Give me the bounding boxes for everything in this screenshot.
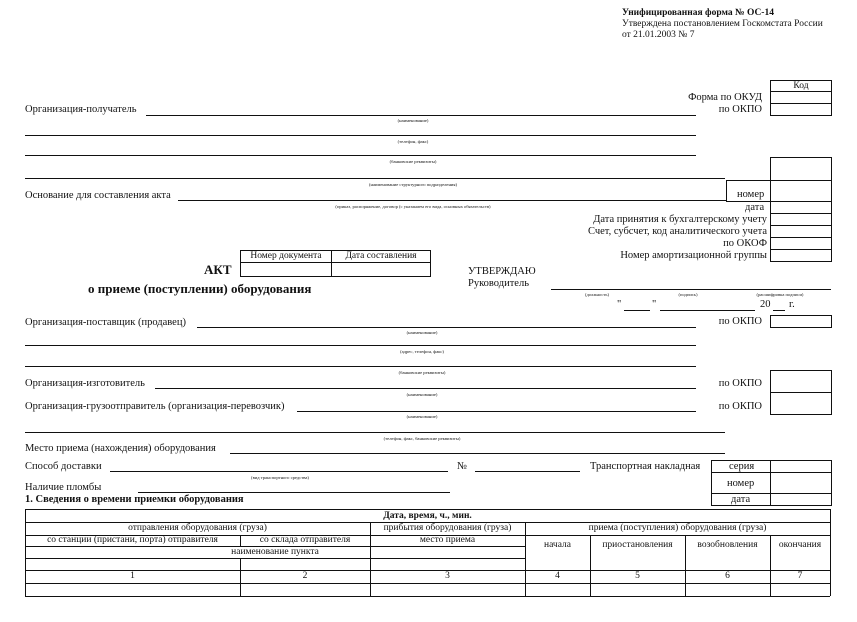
waybill-label: Транспортная накладная [590,461,701,472]
time-table-data-row[interactable] [26,584,829,595]
acceptance-date-label: Дата принятия к бухгалтерскому учету [593,214,767,225]
recipient-name-line[interactable] [146,115,696,116]
col-number-1: 1 [130,571,135,581]
recipient-phone-line[interactable] [25,135,696,136]
approve-label: УТВЕРЖДАЮ [468,266,536,277]
point-name-header: наименование пункта [231,547,319,557]
basis-label: Основание для составления акта [25,190,171,201]
supplier-address-hint: (адрес, телефон, факс) [400,349,444,354]
vehicle-hint: (вид транспортного средства) [251,475,309,480]
approved-line: Утверждена постановлением Госкомстата России [622,19,823,29]
shipper-contacts-line[interactable] [25,432,725,433]
col-number-2: 2 [302,571,308,581]
supplier-bank-line[interactable] [25,366,696,367]
end-header: окончания [778,540,822,550]
col-number-6: 6 [725,571,730,581]
supplier-okpo-label: по ОКПО [718,316,762,327]
dispatch-header: отправления оборудования (груза) [128,523,267,533]
act-title: АКТ [204,262,232,277]
code-header-label: Код [793,81,809,91]
from-warehouse-header: со склада отправителя [259,535,351,545]
basis-number-field[interactable] [770,180,832,202]
recipient-bank-line[interactable] [25,155,696,156]
supplier-name-hint: (наименование) [406,330,438,335]
place-line[interactable] [230,453,725,454]
waybill-date-label: дата [731,494,751,505]
place-label: Место приема (нахождения) оборудования [25,443,216,454]
doc-date-field[interactable] [331,262,431,277]
from-station-header: со станции (пристани, порта) отправителя [47,535,218,545]
basis-number-label: номер [737,189,765,200]
doc-number-header: Номер документа [250,251,322,261]
shipper-contacts-hint: (телефон, факс, банковские реквизиты) [383,436,461,441]
basis-hint: (приказ, распоряжение, договор (с указанием его вида, основных обязательств) [335,204,491,209]
division-hint: (наименование структурного подразделения) [368,182,458,187]
manufacturer-okpo-label: по ОКПО [718,378,762,389]
col-number-4: 4 [555,571,560,581]
supplier-name-line[interactable] [197,327,696,328]
recipient-bank-hint: (банковские реквизиты) [389,159,437,164]
decode-hint: (расшифровка подписи) [756,292,804,297]
resume-header: возобновления [697,540,758,550]
head-signature-line[interactable] [551,289,831,290]
seal-line[interactable] [138,492,450,493]
arrival-header: прибытия оборудования (груза) [383,523,512,533]
series-label: серия [729,461,755,472]
doc-number-field[interactable] [240,262,332,277]
method-label: Способ доставки [25,461,102,472]
approve-year-field[interactable] [773,310,785,311]
okpo-label: по ОКПО [718,104,762,115]
recipient-phone-hint: (телефон, факс) [397,139,429,144]
approval-date-line: от 21.01.2003 № 7 [622,30,695,40]
position-hint: (должность) [584,292,610,297]
waybill-number-label: номер [727,478,755,489]
division-code-field[interactable] [770,157,832,181]
waybill-number-field[interactable] [770,472,832,494]
basis-line[interactable] [178,200,726,201]
shipper-okpo-field[interactable] [770,392,832,415]
shipper-name-hint: (наименование) [406,414,438,419]
shipper-okpo-label: по ОКПО [718,401,762,412]
supplier-address-line[interactable] [25,345,696,346]
amort-group-field[interactable] [770,249,832,262]
okpo-code-field[interactable] [770,103,832,116]
account-label: Счет, субсчет, код аналитического учета [587,226,767,237]
place-accept-header: место приема [419,535,476,545]
seal-label: Наличие пломбы [25,482,102,493]
vehicle-number-line[interactable] [475,471,580,472]
form-title: Унифицированная форма № ОС-14 [622,8,774,18]
section1-title: 1. Сведения о времени приемки оборудования [25,494,244,505]
number-sign: № [457,461,468,472]
supplier-label: Организация-поставщик (продавец) [25,317,186,328]
shipper-name-line[interactable] [297,411,696,412]
recipient-name-hint: (наименование) [397,118,429,123]
manufacturer-okpo-field[interactable] [770,370,832,393]
year-suffix: г. [789,299,795,310]
col-number-7: 7 [797,571,803,581]
pause-header: приостановления [602,540,673,550]
approve-day-field[interactable] [624,310,650,311]
start-header: начала [544,540,571,550]
method-line[interactable] [110,471,448,472]
okud-label: Форма по ОКУД [688,92,762,103]
manufacturer-label: Организация-изготовитель [25,378,145,389]
col-number-3: 3 [445,571,450,581]
head-label: Руководитель [468,278,529,289]
manufacturer-name-hint: (наименование) [406,392,438,397]
approve-month-field[interactable] [660,310,755,311]
okof-label: по ОКОФ [723,238,767,249]
quote-close: " [652,299,657,310]
recipient-label: Организация-получатель [25,104,137,115]
waybill-date-field[interactable] [770,493,832,506]
datetime-header: Дата, время, ч., мин. [383,511,472,521]
acceptance-header: приема (поступления) оборудования (груза) [588,523,767,533]
supplier-bank-hint: (банковские реквизиты) [398,370,446,375]
year-prefix: 20 [760,299,771,310]
col-number-5: 5 [635,571,640,581]
doc-date-header: Дата составления [345,251,417,261]
division-line[interactable] [25,178,725,179]
shipper-label: Организация-грузоотправитель (организация-перевозчик) [25,401,285,412]
amort-group-label: Номер амортизационной группы [620,250,767,261]
basis-date-label: дата [745,202,765,213]
quote-open: " [617,299,622,310]
act-subtitle: о приеме (поступлении) оборудования [88,281,312,296]
signature-hint: (подпись) [678,292,698,297]
manufacturer-name-line[interactable] [155,388,696,389]
supplier-okpo-field[interactable] [770,315,832,328]
